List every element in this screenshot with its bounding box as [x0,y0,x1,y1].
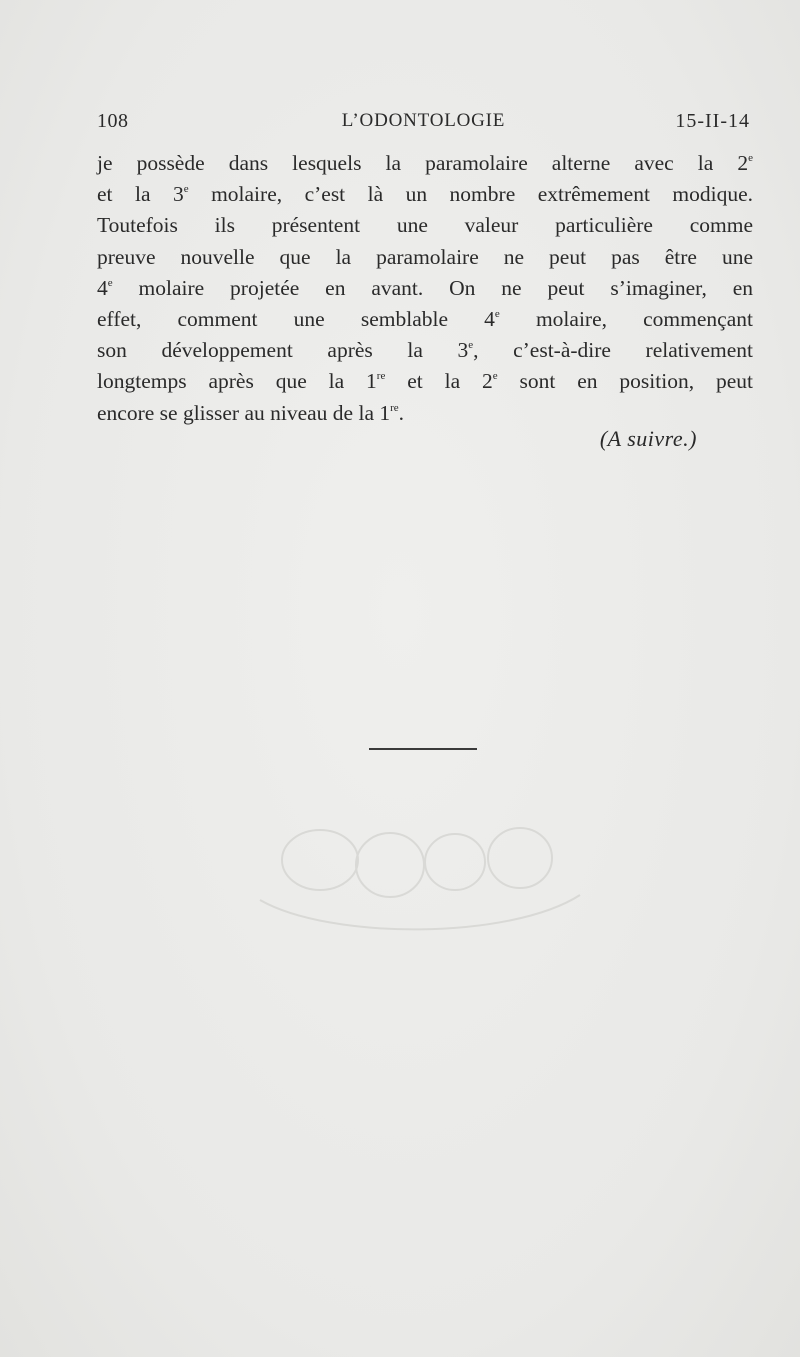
text-line: effet, comment une semblable 4e molaire, commençant [97,307,753,332]
continuation-note: (A suivre.) [599,426,697,451]
journal-title: L’ODONTOLOGIE [341,110,506,131]
running-header [97,110,750,140]
text-line: 4e molaire projetée en avant. On ne peut s’imaginer, en [97,275,753,300]
text-line: encore se glisser au niveau de la 1re. [97,400,405,425]
issue-date: 15-II-14 [675,110,750,132]
section-divider [369,748,477,750]
text-line: et la 3e molaire, c’est là un nombre extrêmement modique. [97,182,753,207]
text-line: Toutefois ils présentent une valeur particulière comme [97,213,753,238]
text-line: son développement après la 3e, c’est-à-dire relativement [97,338,753,363]
text-line: longtemps après que la 1re et la 2e sont en position, peut [97,369,753,394]
article-text [97,148,753,429]
text-line: je possède dans lesquels la paramolaire alterne avec la 2e [97,151,753,175]
text-line: preuve nouvelle que la paramolaire ne peut pas être une [97,244,753,269]
page-number: 108 [97,110,129,132]
bleed-through-figure [240,790,600,960]
